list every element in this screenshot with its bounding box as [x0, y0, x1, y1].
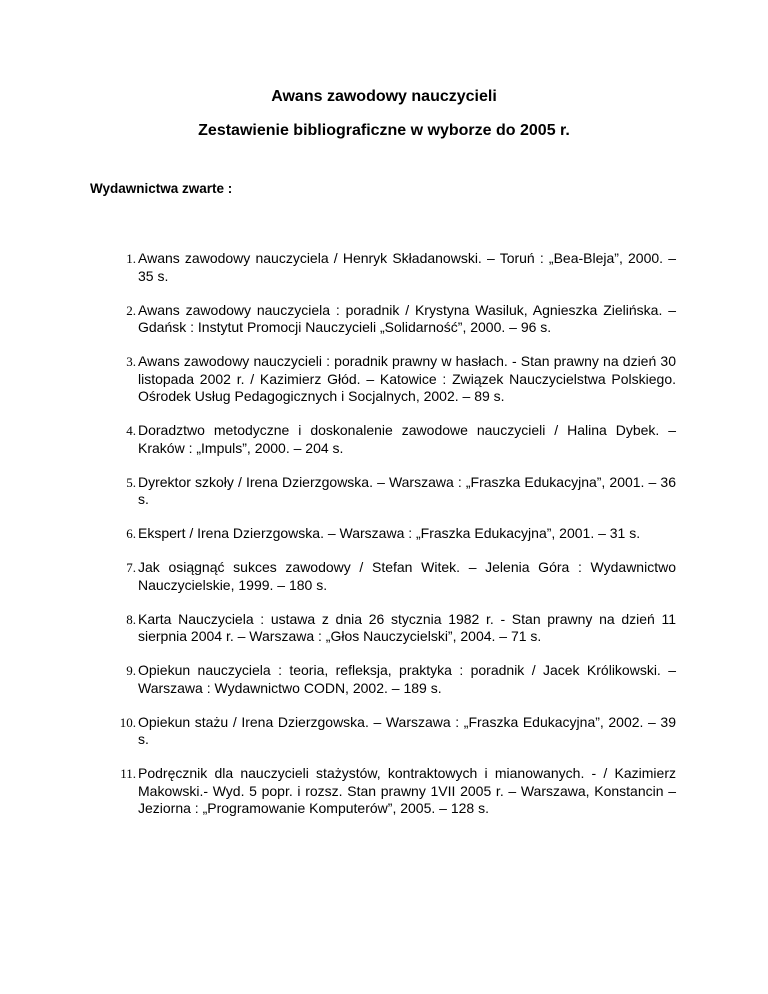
list-item-number: 6. [126, 526, 136, 541]
list-item-text: Podręcznik dla nauczycieli stażystów, kontraktowych i mianowanych. - / Kazimierz Makowski.- Wyd. 5 popr. i rozsz. Stan prawny 1VII 2005 r. – Warszawa, Konstancin – Jeziorna : „Programowanie Komputerów”, 2005. – 128 s. [138, 765, 676, 816]
list-item-number: 10. [119, 714, 136, 730]
list-item-text: Awans zawodowy nauczycieli : poradnik prawny w hasłach. - Stan prawny na dzień 30 listopada 2002 r. / Kazimierz Głód. – Katowice : Związek Nauczycielstwa Polskiego. Ośrodek Usług Pedagogicznych i Socjalnych, 2002. – 89 s. [138, 353, 676, 404]
list-item [0, 714, 676, 749]
list-item [0, 611, 676, 646]
section-heading: Wydawnictwa zwarte : [90, 181, 233, 196]
list-item-text: Jak osiągnąć sukces zawodowy / Stefan Witek. – Jelenia Góra : Wydawnictwo Nauczycielskie, 1999. – 180 s. [138, 559, 676, 593]
list-item-number: 11. [120, 766, 136, 781]
list-item-number: 5. [126, 474, 136, 490]
list-item [0, 765, 676, 818]
list-item-text: Awans zawodowy nauczyciela / Henryk Składanowski. – Toruń : „Bea-Bleja”, 2000. – 35 s. [138, 250, 676, 284]
bibliography-list [0, 250, 768, 834]
list-item-text: Awans zawodowy nauczyciela : poradnik / Krystyna Wasiluk, Agnieszka Zielińska. – Gdańsk : Instytut Promocji Nauczycieli „Solidarność”, 2000. – 96 s. [138, 301, 676, 335]
list-item-number: 7. [126, 560, 136, 575]
list-item-text: Opiekun nauczyciela : teoria, refleksja, praktyka : poradnik / Jacek Królikowski. – Warszawa : Wydawnictwo CODN, 2002. – 189 s. [138, 662, 676, 696]
list-item-text: Opiekun stażu / Irena Dzierzgowska. – Warszawa : „Fraszka Edukacyjna”, 2002. – 39 s. [138, 713, 676, 747]
list-item-number: 1. [126, 251, 136, 266]
list-item [0, 353, 676, 406]
list-item [0, 525, 676, 543]
list-item-text: Doradztwo metodyczne i doskonalenie zawodowe nauczycieli / Halina Dybek. – Kraków : „Impuls”, 2000. – 204 s. [138, 422, 676, 456]
list-item [0, 662, 676, 697]
list-item-number: 4. [126, 423, 136, 438]
list-item [0, 422, 676, 457]
document-title: Awans zawodowy nauczycieli [271, 88, 497, 105]
list-item-number: 2. [126, 302, 136, 318]
list-item-text: Karta Nauczyciela : ustawa z dnia 26 stycznia 1982 r. - Stan prawny na dzień 11 sierpnia 2004 r. – Warszawa : „Głos Nauczycielski”, 2004. – 71 s. [138, 610, 676, 644]
list-item-text: Ekspert / Irena Dzierzgowska. – Warszawa : „Fraszka Edukacyjna”, 2001. – 31 s. [138, 525, 641, 541]
list-item [0, 250, 676, 285]
document-subtitle: Zestawienie bibliograficzne w wyborze do 2005 r. [198, 122, 570, 139]
list-item-number: 9. [126, 663, 136, 678]
list-item [0, 559, 676, 594]
list-item [0, 474, 676, 509]
list-item-number: 8. [126, 611, 136, 627]
list-item-text: Dyrektor szkoły / Irena Dzierzgowska. – Warszawa : „Fraszka Edukacyjna”, 2001. – 36 s. [138, 473, 676, 507]
list-item [0, 302, 676, 337]
list-item-number: 3. [126, 354, 136, 369]
